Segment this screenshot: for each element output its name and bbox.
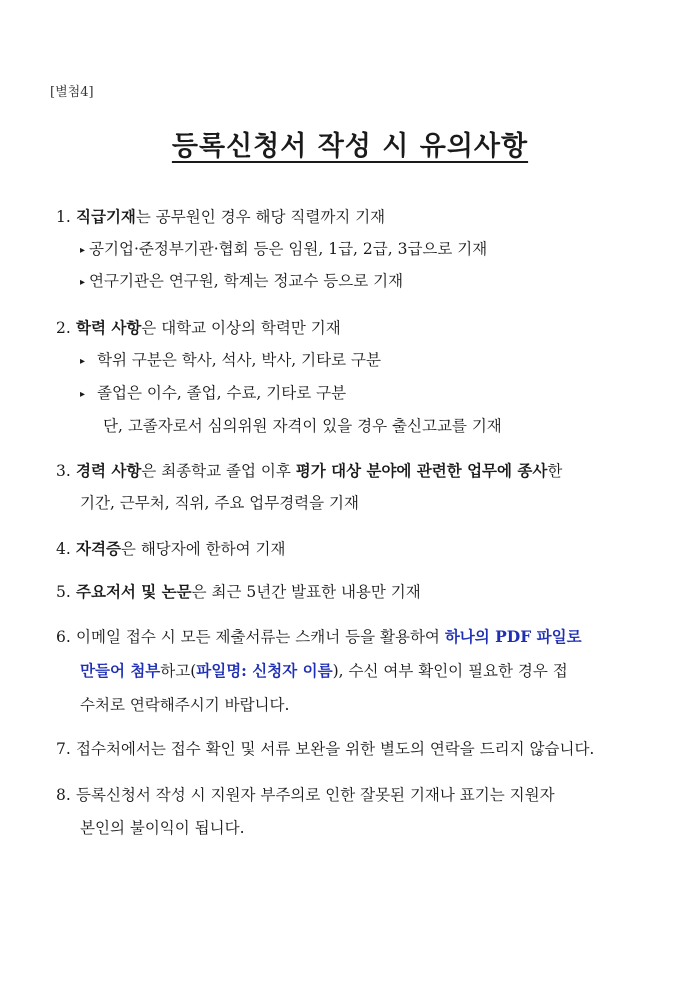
- list-item-2: 2. 학력 사항은 대학교 이상의 학력만 기재: [56, 318, 341, 337]
- list-item-6: 6. 이메일 접수 시 모든 제출서류는 스캐너 등을 활용하여 하나의 PDF 파일로: [56, 627, 582, 646]
- list-item-8-continuation: 본인의 불이익이 됩니다.: [80, 819, 245, 837]
- list-item-7: 7. 접수처에서는 접수 확인 및 서류 보완을 위한 별도의 연락을 드리지 않습니다.: [56, 740, 595, 758]
- sub-item: ▸ 연구기관은 연구원, 학계는 정교수 등으로 기재: [80, 271, 403, 294]
- note-text: 단, 고졸자로서 심의위원 자격이 있을 경우 출신고교를 기재: [103, 417, 502, 435]
- sub-item: ▸ 학위 구분은 학사, 석사, 박사, 기타로 구분: [80, 350, 381, 373]
- bullet-icon: ▸: [80, 277, 86, 288]
- attachment-label: [별첨4]: [50, 85, 94, 100]
- page-title: 등록신청서 작성 시 유의사항: [171, 131, 529, 162]
- bullet-icon: ▸: [80, 356, 86, 367]
- bullet-icon: ▸: [80, 389, 86, 400]
- bullet-icon: ▸: [80, 245, 86, 256]
- list-item-6-continuation: 수처로 연락해주시기 바랍니다.: [80, 696, 290, 714]
- list-item-3: 3. 경력 사항은 최종학교 졸업 이후 평가 대상 분야에 관련한 업무에 종사한: [56, 461, 563, 480]
- list-item-1: 1. 직급기재는 공무원인 경우 해당 직렬까지 기재: [56, 207, 386, 226]
- sub-item: ▸ 졸업은 이수, 졸업, 수료, 기타로 구분: [80, 383, 346, 406]
- list-item-5: 5. 주요저서 및 논문은 최근 5년간 발표한 내용만 기재: [56, 582, 421, 601]
- sub-item: ▸ 공기업·준정부기관·협회 등은 임원, 1급, 2급, 3급으로 기재: [80, 239, 487, 262]
- list-item-6-continuation: 만들어 첨부하고(파일명: 신청자 이름), 수신 여부 확인이 필요한 경우 접: [80, 661, 568, 680]
- list-item-3-continuation: 기간, 근무처, 직위, 주요 업무경력을 기재: [80, 494, 359, 512]
- list-item-4: 4. 자격증은 해당자에 한하여 기재: [56, 539, 286, 558]
- list-item-8: 8. 등록신청서 작성 시 지원자 부주의로 인한 잘못된 기재나 표기는 지원자: [56, 786, 555, 804]
